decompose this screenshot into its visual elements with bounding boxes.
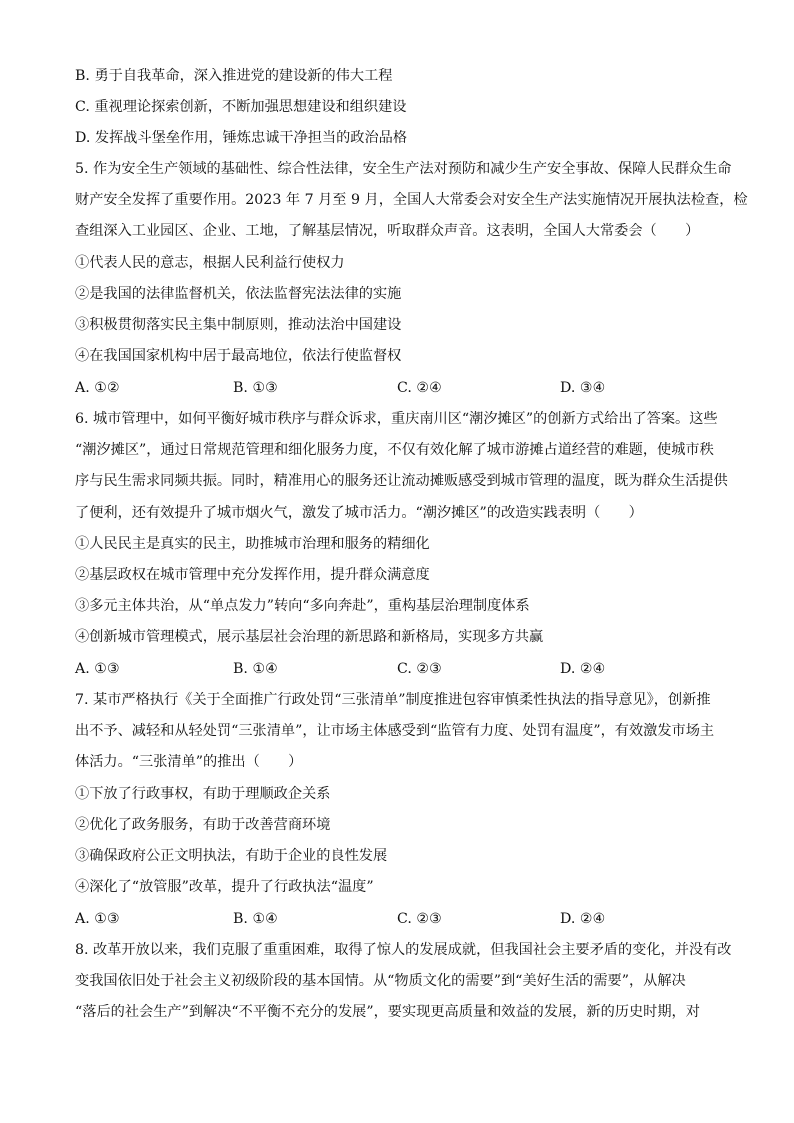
q7-options xyxy=(75,909,715,929)
q6-option-a: A. ①③ xyxy=(75,661,120,677)
q5-option-d: D. ③④ xyxy=(560,380,606,396)
q6-stem-line: 序与民生需求同频共振。同时，精准用心的服务还让流动摊贩感受到城市管理的温度，既为群众生活提供 xyxy=(75,473,728,489)
q5-item-2: ②是我国的法律监督机关，依法监督宪法法律的实施 xyxy=(75,286,402,302)
q6-item-2: ②基层政权在城市管理中充分发挥作用，提升群众满意度 xyxy=(75,567,430,583)
q6-option-c: C. ②③ xyxy=(397,661,442,677)
q7-stem-line: 7. 某市严格执行《关于全面推广行政处罚“三张清单”制度推进包容审慎柔性执法的指导意见》，创新推 xyxy=(75,692,711,708)
q7-option-c: C. ②③ xyxy=(397,911,442,927)
q5-item-1: ①代表人民的意志，根据人民利益行使权力 xyxy=(75,255,345,271)
q5-item-3: ③积极贯彻落实民主集中制原则，推动法治中国建设 xyxy=(75,317,402,333)
q4-option-d: D. 发挥战斗堡垒作用，锤炼忠诚干净担当的政治品格 xyxy=(75,130,408,146)
q5-stem-line: 5. 作为安全生产领域的基础性、综合性法律，安全生产法对预防和减少生产安全事故、保障人民群众生命 xyxy=(75,161,732,177)
q6-item-3: ③多元主体共治，从“单点发力”转向“多向奔赴”，重构基层治理制度体系 xyxy=(75,598,530,614)
q7-stem-line: 出不予、减轻和从轻处罚“三张清单”，让市场主体感受到“监管有力度、处罚有温度”，有效激发市场主 xyxy=(75,723,715,739)
q4-option-b: B. 勇于自我革命，深入推进党的建设新的伟大工程 xyxy=(75,68,393,84)
q6-options xyxy=(75,659,715,679)
q6-stem-line: 了便利，还有效提升了城市烟火气，激发了城市活力。“潮汐摊区”的改造实践表明（ ） xyxy=(75,505,643,521)
q7-stem-line: 体活力。“三张清单”的推出（ ） xyxy=(75,754,303,770)
q5-options xyxy=(75,378,715,398)
q8-stem-line: 变我国依旧处于社会主义初级阶段的基本国情。从“物质文化的需要”到“美好生活的需要”，从解决 xyxy=(75,973,686,989)
q5-option-b: B. ①③ xyxy=(233,380,278,396)
q5-option-c: C. ②④ xyxy=(397,380,442,396)
q5-stem-line: 查组深入工业园区、企业、工地，了解基层情况，听取群众声音。这表明，全国人大常委会（ ） xyxy=(75,223,700,239)
q6-option-d: D. ②④ xyxy=(560,661,606,677)
q5-stem-line: 财产安全发挥了重要作用。2023 年 7 月至 9 月，全国人大常委会对安全生产法实施情况开展执法检查，检 xyxy=(75,192,748,208)
q6-option-b: B. ①④ xyxy=(233,661,278,677)
q7-option-b: B. ①④ xyxy=(233,911,278,927)
q7-item-4: ④深化了“放管服”改革，提升了行政执法“温度” xyxy=(75,879,374,895)
q8-stem-line: 8. 改革开放以来，我们克服了重重困难，取得了惊人的发展成就，但我国社会主要矛盾的变化，并没有改 xyxy=(75,942,732,958)
q6-stem-line: 6. 城市管理中，如何平衡好城市秩序与群众诉求，重庆南川区“潮汐摊区”的创新方式给出了答案。这些 xyxy=(75,411,718,427)
q7-option-a: A. ①③ xyxy=(75,911,120,927)
q6-item-1: ①人民民主是真实的民主，助推城市治理和服务的精细化 xyxy=(75,536,430,552)
q7-item-1: ①下放了行政事权，有助于理顺政企关系 xyxy=(75,786,331,802)
q7-option-d: D. ②④ xyxy=(560,911,606,927)
q5-option-a: A. ①② xyxy=(75,380,120,396)
q8-stem-line: “落后的社会生产”到解决“不平衡不充分的发展”，要实现更高质量和效益的发展，新的历史时期，对 xyxy=(75,1004,700,1020)
q6-item-4: ④创新城市管理模式，展示基层社会治理的新思路和新格局，实现多方共赢 xyxy=(75,629,544,645)
q4-option-c: C. 重视理论探索创新，不断加强思想建设和组织建设 xyxy=(75,99,407,115)
q6-stem-line: “潮汐摊区”，通过日常规范管理和细化服务力度，不仅有效化解了城市游摊占道经营的难题，使城市秩 xyxy=(75,442,714,458)
q5-item-4: ④在我国国家机构中居于最高地位，依法行使监督权 xyxy=(75,348,402,364)
q7-item-2: ②优化了政务服务，有助于改善营商环境 xyxy=(75,817,331,833)
q7-item-3: ③确保政府公正文明执法，有助于企业的良性发展 xyxy=(75,848,388,864)
